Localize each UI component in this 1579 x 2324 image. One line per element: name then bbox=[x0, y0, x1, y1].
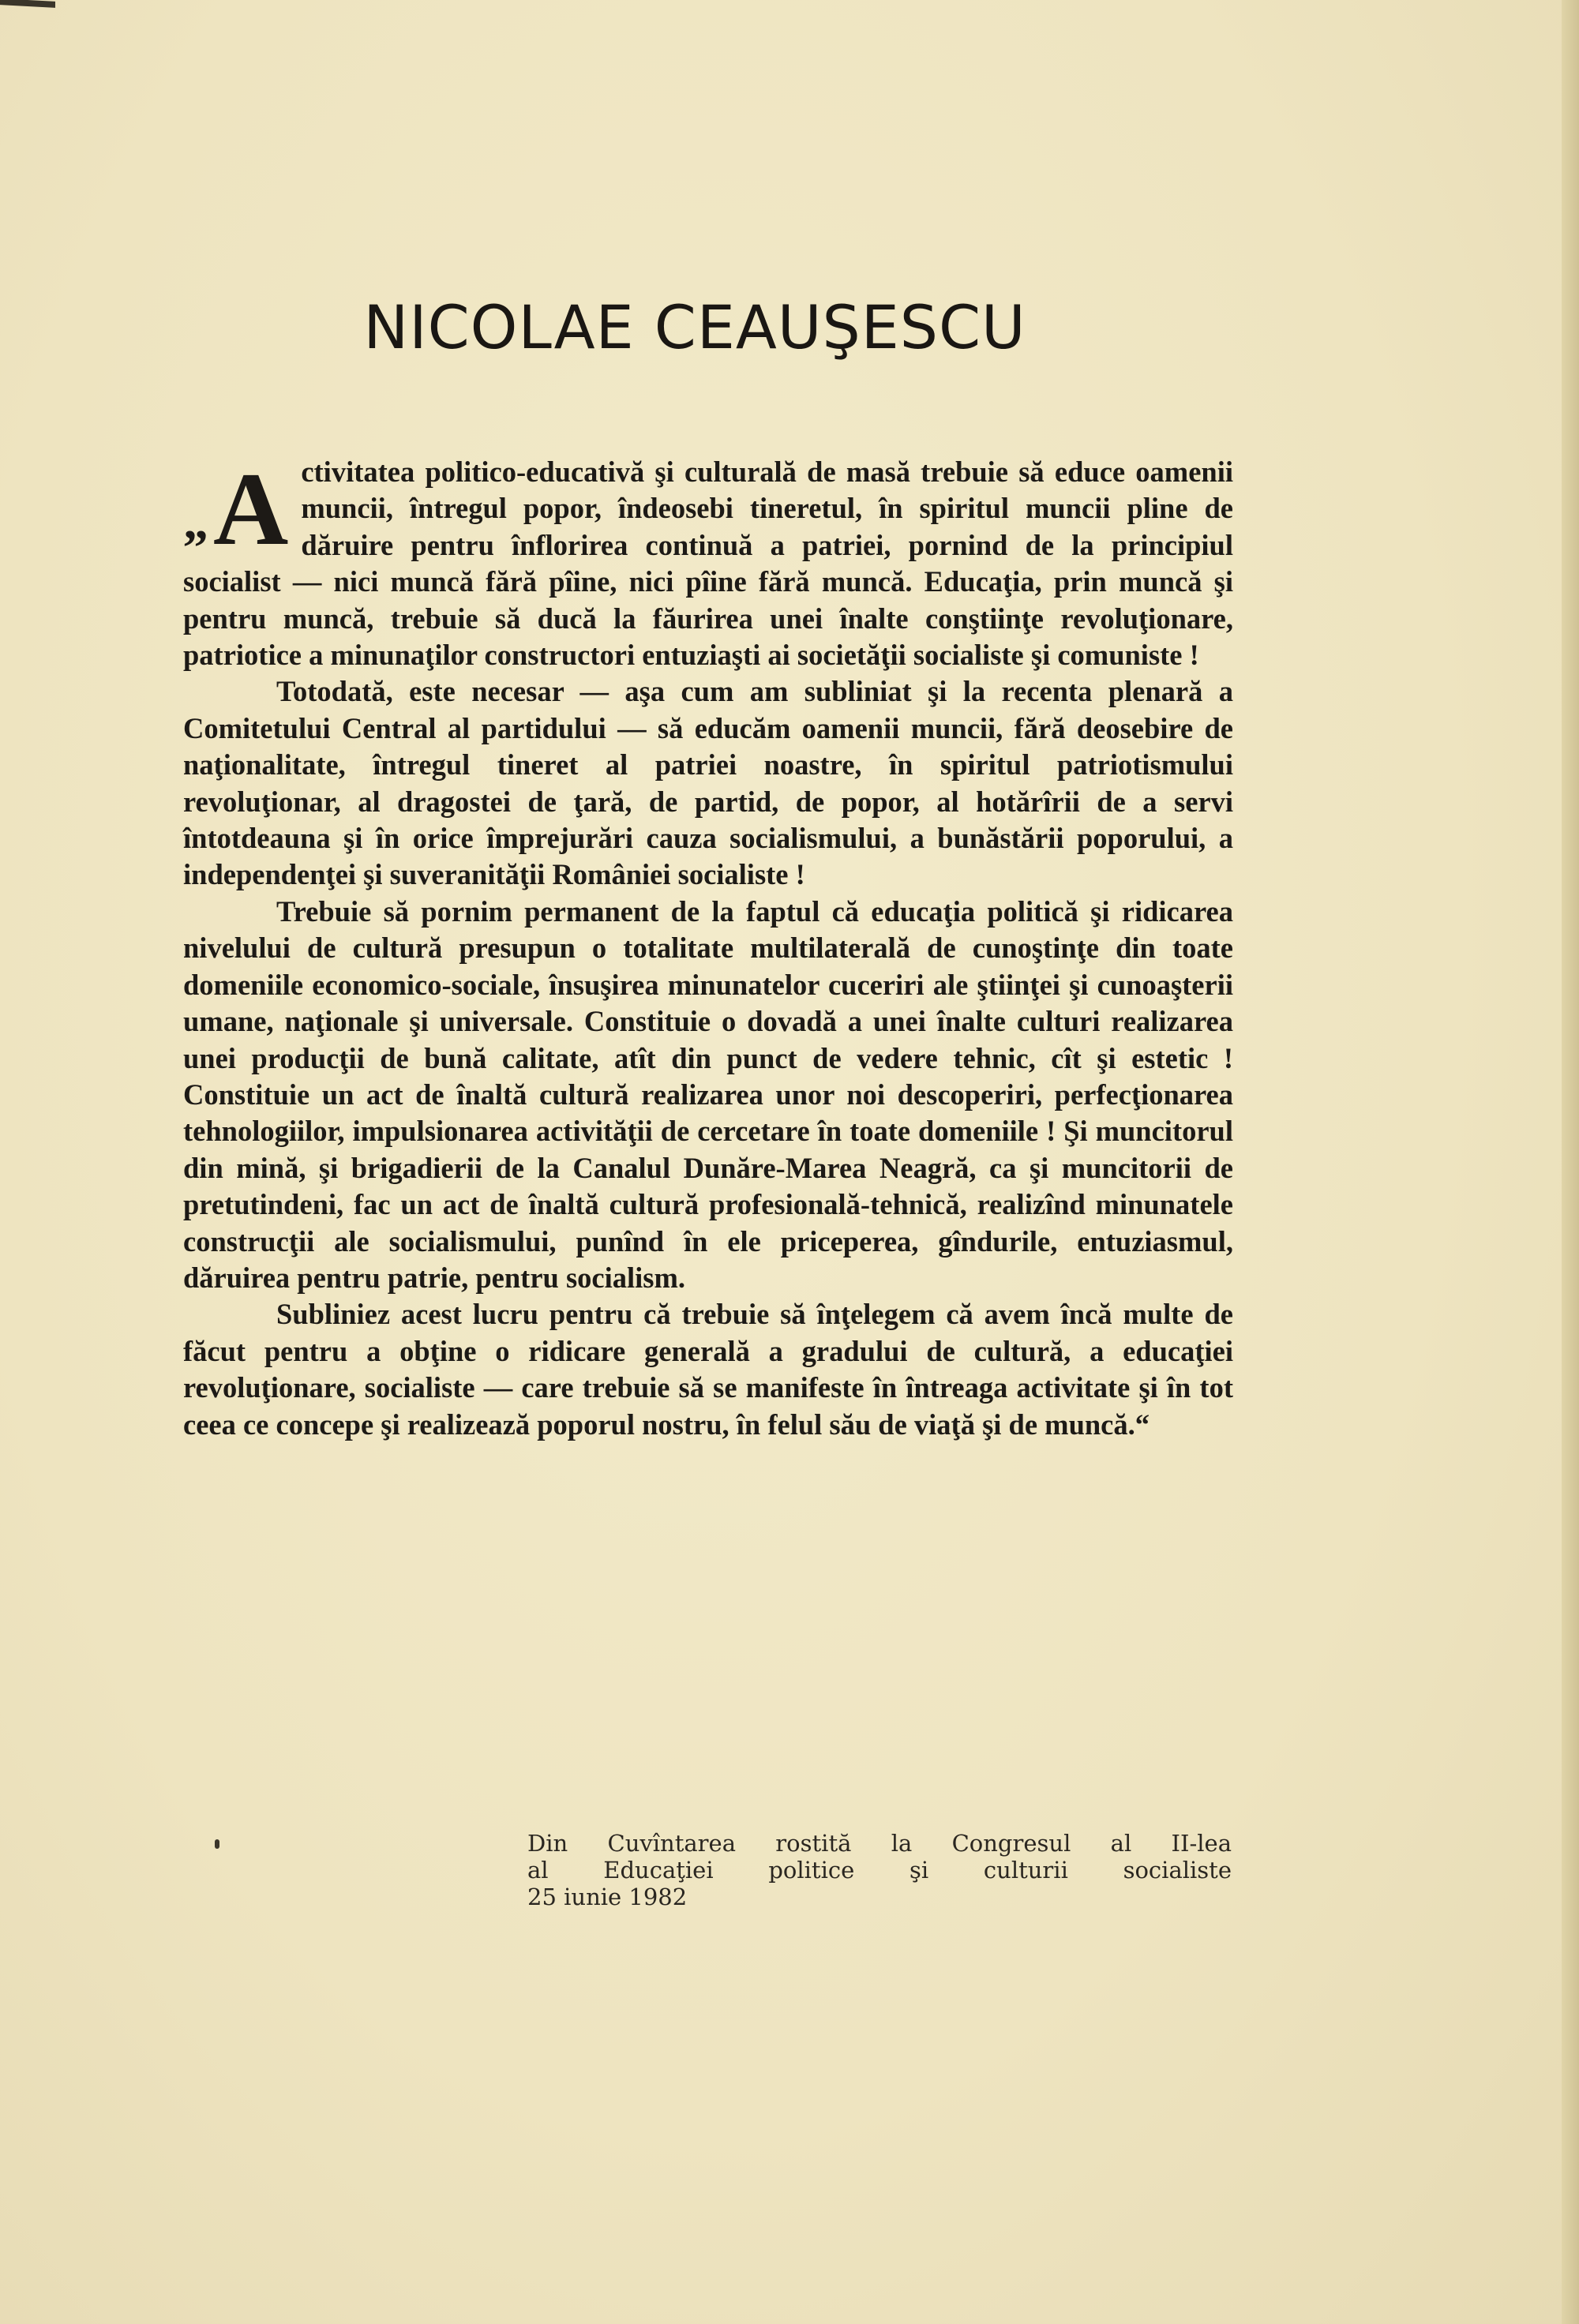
paragraph-1-text: ctivitatea politico-educativă şi culturală de masă trebuie să educe oamenii muncii, întregul popor, îndeosebi tineretul, în spiritul muncii pline de dăruire pentru înflorirea continuă a patriei, pornind de la principiul socialist — nici muncă fără pîine, nici pîine fără muncă. Educaţia, prin muncă şi pentru muncă, trebuie să ducă la făurirea unei înalte conştiinţe revoluţionare, patriotice a minunaţilor constructori entuziaşti ai societăţii socialiste şi comuniste ! bbox=[183, 455, 1233, 672]
source-line-1: Din Cuvîntarea rostită la Congresul al II-lea bbox=[527, 1830, 1232, 1857]
source-line-2: al Educaţiei politice şi culturii socialiste bbox=[527, 1857, 1232, 1884]
drop-cap-letter: A bbox=[213, 451, 289, 567]
opening-quote-mark: „ bbox=[183, 493, 208, 549]
source-citation bbox=[527, 1830, 1232, 1910]
ink-speck bbox=[215, 1839, 219, 1849]
paragraph-3: Trebuie să pornim permanent de la faptul că educaţia politică şi ridicarea nivelului de cultură presupun o totalitate multilaterală de cunoştinţe din toate domeniile economico-sociale, însuşirea minunatelor cuceriri ale ştiinţei şi cunoaşterii umane, naţionale şi universale. Constituie o dovadă a unei înalte culturi realizarea unei producţii de bună calitate, atît din punct de vedere tehnic, cît şi estetic ! Constituie un act de înaltă cultură realizarea unor noi descoperiri, perfecţionarea tehnologiilor, impulsionarea activităţii de cercetare în toate domeniile ! Şi muncitorul din mină, şi brigadierii de la Canalul Dunăre-Marea Neagră, ca şi muncitorii de pretutindeni, fac un act de înaltă cultură profesională-tehnică, realizînd minunatele construcţii ale socialismului, punînd în ele priceperea, gîndurile, entuziasmul, dăruirea pentru patrie, pentru socialism. bbox=[183, 894, 1233, 1294]
paragraph-4: Subliniez acest lucru pentru că trebuie să înţelegem că avem încă multe de făcut pentru a obţine o ridicare generală a gradului de cultură, a educaţiei revoluţionare, socialiste — care trebuie să se manifeste în întreaga activitate şi în tot ceea ce concepe şi realizează poporul nostru, în felul său de viaţă şi de muncă.“ bbox=[183, 1298, 1233, 1441]
paragraph-1 bbox=[183, 451, 1233, 673]
page-title: NICOLAE CEAUŞESCU bbox=[363, 292, 1026, 362]
speech-excerpt bbox=[183, 451, 1233, 1443]
paragraph-2: Totodată, este necesar — aşa cum am subliniat şi la recenta plenară a Comitetului Central al partidului — să educăm oamenii muncii, fără deosebire de naţionalitate, întregul tineret al patriei noastre, în spiritul patriotismului revoluţionar, al dragostei de ţară, de partid, de popor, al hotărîrii de a servi întotdeauna şi în orice împrejurări cauza socialismului, a bunăstării poporului, a independenţei şi suveranităţii României socialiste ! bbox=[183, 675, 1233, 891]
source-date: 25 iunie 1982 bbox=[527, 1884, 688, 1910]
drop-cap bbox=[183, 451, 289, 567]
page-edge-shadow bbox=[1562, 0, 1579, 2324]
